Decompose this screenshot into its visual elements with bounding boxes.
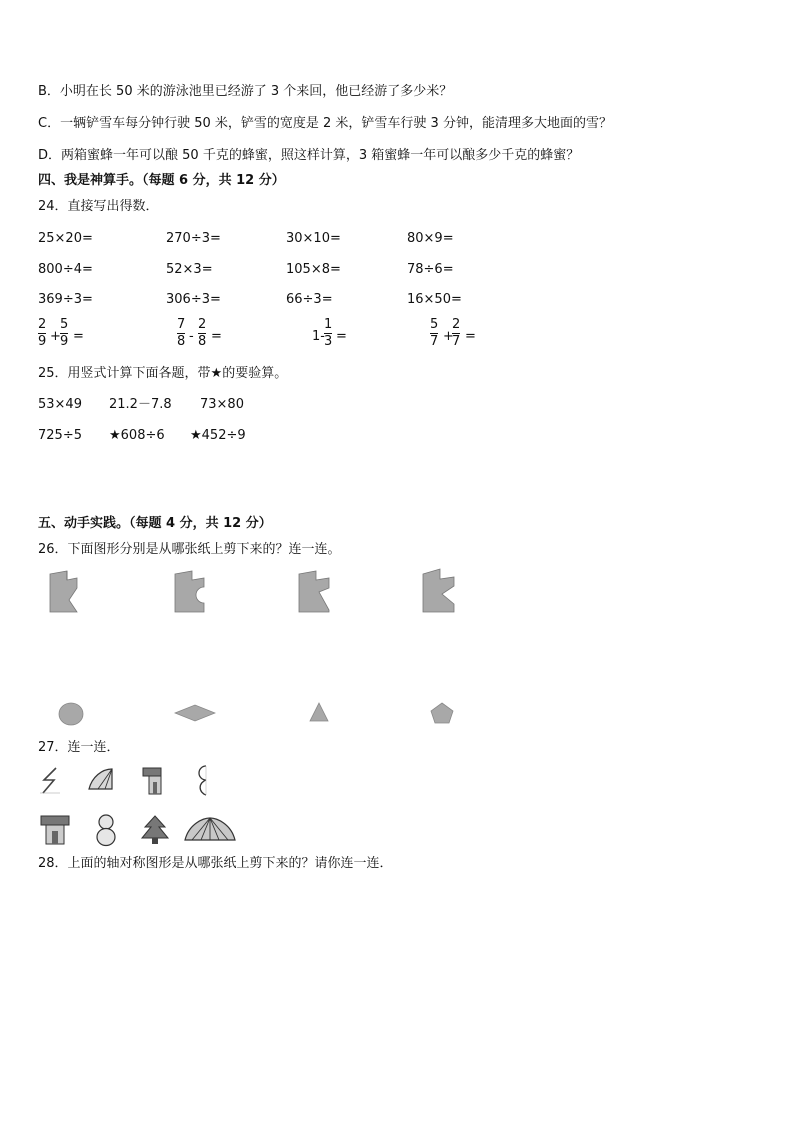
calc-item: 725÷5: [38, 428, 82, 443]
calc-item: 800÷4=: [38, 262, 93, 277]
q26-prompt: 26．下面图形分别是从哪张纸上剪下来的？连一连。: [38, 542, 341, 557]
whole-number: 1-: [312, 329, 325, 344]
half-house-icon: [141, 766, 163, 796]
fraction: 5 9: [60, 317, 69, 349]
section5-title: 五、动手实践。（每题 4 分，共 12 分）: [38, 516, 272, 531]
fraction: 7 8: [177, 317, 186, 349]
calc-item: 78÷6=: [407, 262, 454, 277]
equals-sign: =: [336, 329, 347, 344]
q24-prompt: 24．直接写出得数．: [38, 199, 159, 214]
rhombus-icon: [174, 704, 216, 722]
calc-item: 25×20=: [38, 231, 93, 246]
folded-paper-cut-1-icon: [47, 570, 83, 614]
q28-prompt: 28．上面的轴对称图形是从哪张纸上剪下来的？请你连一连．: [38, 856, 393, 871]
operator: +: [443, 329, 454, 344]
calc-item: 21.2－7.8: [109, 397, 172, 412]
folded-paper-cut-3-icon: [296, 570, 336, 614]
half-lightning-icon: [38, 766, 64, 796]
calc-item: 105×8=: [286, 262, 341, 277]
calc-item: ★452÷9: [190, 428, 246, 443]
option-c: C．一辆铲雪车每分钟行驶 50 米，铲雪的宽度是 2 米，铲雪车行驶 3 分钟，能清理多大地面的雪？: [38, 116, 612, 131]
calc-item: 306÷3=: [166, 292, 221, 307]
q27-prompt: 27．连一连．: [38, 740, 120, 755]
umbrella-icon: [183, 816, 237, 844]
fraction: 2 8: [198, 317, 207, 349]
equals-sign: =: [73, 329, 84, 344]
option-b: B．小明在长 50 米的游泳池里已经游了 3 个来回，他已经游了多少米？: [38, 84, 453, 99]
calc-item: 270÷3=: [166, 231, 221, 246]
half-snowman-icon: [192, 764, 212, 796]
pentagon-icon: [430, 702, 454, 724]
house-icon: [40, 814, 70, 846]
calc-item: 53×49: [38, 397, 82, 412]
folded-paper-cut-4-icon: [420, 568, 460, 614]
option-d: D．两箱蜜蜂一年可以酿 50 千克的蜂蜜，照这样计算，3 箱蜜蜂一年可以酿多少千克的蜂蜜？: [38, 148, 580, 163]
fraction: 5 7: [430, 317, 439, 349]
calc-item: 66÷3=: [286, 292, 333, 307]
calc-item: 30×10=: [286, 231, 341, 246]
triangle-icon: [309, 702, 329, 722]
equals-sign: =: [211, 329, 222, 344]
operator: +: [50, 329, 61, 344]
q25-prompt: 25．用竖式计算下面各题，带★的要验算。: [38, 366, 288, 381]
calc-item: 80×9=: [407, 231, 454, 246]
christmas-tree-icon: [140, 814, 170, 846]
calc-item: ★608÷6: [109, 428, 165, 443]
calc-item: 369÷3=: [38, 292, 93, 307]
snowman-icon: [95, 813, 117, 847]
section4-title: 四、我是神算手。（每题 6 分，共 12 分）: [38, 173, 285, 188]
fraction: 2 7: [452, 317, 461, 349]
calc-item: 73×80: [200, 397, 244, 412]
half-umbrella-icon: [86, 765, 114, 795]
fraction: 1 3: [324, 317, 333, 349]
fraction: 2 9: [38, 317, 47, 349]
calc-item: 16×50=: [407, 292, 462, 307]
folded-paper-cut-2-icon: [172, 570, 212, 614]
operator: -: [189, 329, 194, 344]
calc-item: 52×3=: [166, 262, 213, 277]
equals-sign: =: [465, 329, 476, 344]
circle-icon: [58, 702, 84, 726]
